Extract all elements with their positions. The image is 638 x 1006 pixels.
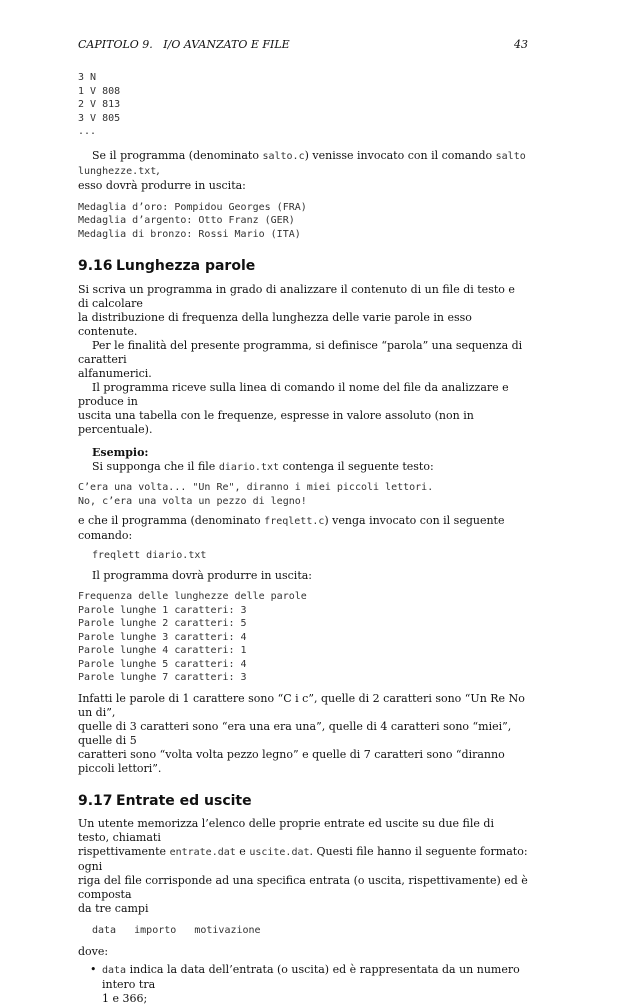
text-line: uscita una tabella con le frequenze, espresse in valore assoluto (non in percentuale). <box>78 409 474 436</box>
section-heading-9-17 <box>78 792 528 810</box>
text-line: caratteri sono “volta volta pezzo legno” e quelle di 7 caratteri sono “diranno piccoli lettori”. <box>78 747 505 775</box>
inline-code: salto lunghezze.txt <box>78 150 526 177</box>
output-intro: Il programma dovrà produrre in uscita: <box>92 569 313 582</box>
inline-code: uscite.dat <box>249 846 310 858</box>
code-line: Medaglia d’oro: Pompidou Georges (FRA) <box>78 201 307 213</box>
running-header <box>78 38 528 52</box>
code-line: 3 V 805 <box>78 112 121 124</box>
chapter-title: CAPITOLO 9. I/O AVANZATO E FILE <box>78 38 290 51</box>
inline-code: data <box>102 964 127 976</box>
text-line <box>78 845 528 874</box>
paragraph-salto-cont: esso dovrà produrre in uscita: <box>78 178 246 192</box>
code-line: 3 N <box>78 72 97 83</box>
inline-code: diario.txt <box>218 462 280 473</box>
code-line: Parole lunghe 1 caratteri: 3 <box>78 604 247 616</box>
code-line: C’era una volta... "Un Re", diranno i miei piccoli lettori. <box>78 482 434 493</box>
text-line: da tre campi <box>78 901 149 915</box>
text: e <box>235 844 250 858</box>
text-line: riga del file corrisponde ad una specifica entrata (o uscita, rispettivamente) ed è composta <box>78 873 528 901</box>
code-block-medals <box>78 201 528 242</box>
text: . Questi file hanno il seguente formato: ogni <box>78 844 528 873</box>
code-line: No, c’era una volta un pezzo di legno! <box>78 495 307 507</box>
text: , <box>156 163 160 177</box>
dove-label: dove: <box>78 944 109 958</box>
code-line: Parole lunghe 7 caratteri: 3 <box>78 672 247 683</box>
text-line: Il programma riceve sulla linea di comando il nome del file da analizzare e produce in <box>78 381 509 408</box>
code-line: Frequenza delle lunghezze delle parole <box>78 591 307 602</box>
section-title: Entrate ed uscite <box>116 792 252 809</box>
code-line: Medaglia d’argento: Otto Franz (GER) <box>78 215 295 226</box>
code-line: Parole lunghe 3 caratteri: 4 <box>78 631 247 643</box>
code-line: Medaglia di bronzo: Rossi Mario (ITA) <box>78 228 301 240</box>
text: 1 e 366; <box>102 991 148 1005</box>
text: indica la data dell’entrata (o uscita) ed è rappresentata da un numero intero tra <box>102 962 520 991</box>
text: Se il programma (denominato <box>92 148 263 162</box>
list-item <box>78 963 528 1006</box>
text: ) venisse invocato con il comando <box>304 148 496 162</box>
text-line: Per le finalità del presente programma, si definisce “parola” una sequenza di caratteri <box>78 339 523 366</box>
paragraph-salto <box>78 149 528 179</box>
example-label <box>78 446 528 460</box>
section-title: Lunghezza parole <box>116 258 256 274</box>
code-block-top <box>78 71 528 139</box>
code-line: Parole lunghe 4 caratteri: 1 <box>78 645 247 656</box>
fields-line: data importo motivazione <box>92 924 261 936</box>
text-line: alfanumerici. <box>78 367 152 380</box>
command-line: freqlett diario.txt <box>92 550 207 561</box>
text: contenga il seguente testo: <box>279 460 434 473</box>
bullet-icon: • <box>90 962 97 976</box>
bullet-list <box>78 963 528 1006</box>
invocation-line <box>78 514 528 543</box>
inline-code: freqlett.c <box>264 516 325 527</box>
text-line: Un utente memorizza l’elenco delle proprie entrate ed uscite su due file di testo, chiamati <box>78 816 494 844</box>
code-block-diary <box>78 481 528 508</box>
code-line: 1 V 808 <box>78 85 121 97</box>
code-line: ... <box>78 126 97 137</box>
text: e che il programma (denominato <box>78 514 265 527</box>
text-line: Infatti le parole di 1 carattere sono “C i c”, quelle di 2 caratteri sono “Un Re No un di”, <box>78 691 525 719</box>
inline-code: salto.c <box>262 150 305 162</box>
page-number: 43 <box>514 38 528 51</box>
example-intro <box>78 460 528 475</box>
text: Si supponga che il file <box>92 460 219 473</box>
code-line: 2 V 813 <box>78 99 121 110</box>
section-number: 9.16 <box>78 258 113 274</box>
code-line: Parole lunghe 2 caratteri: 5 <box>78 618 247 629</box>
inline-code: entrate.dat <box>169 846 236 858</box>
text: rispettivamente <box>78 844 170 858</box>
code-block-output <box>78 590 528 685</box>
page <box>78 38 528 1006</box>
section-number: 9.17 <box>78 792 113 809</box>
code-line: Parole lunghe 5 caratteri: 4 <box>78 658 247 670</box>
example-label-text: Esempio: <box>92 446 149 459</box>
text-line: Si scriva un programma in grado di analizzare il contenuto di un file di testo e di calcolare <box>78 283 515 310</box>
section-heading-9-16 <box>78 257 528 275</box>
text: ) venga invocato con il seguente comando: <box>78 514 505 542</box>
text-line: quelle di 3 caratteri sono “era una era una”, quelle di 4 caratteri sono “miei”, quelle di 5 <box>78 719 512 747</box>
text-line: la distribuzione di frequenza della lunghezza delle varie parole in esso contenute. <box>78 311 472 338</box>
